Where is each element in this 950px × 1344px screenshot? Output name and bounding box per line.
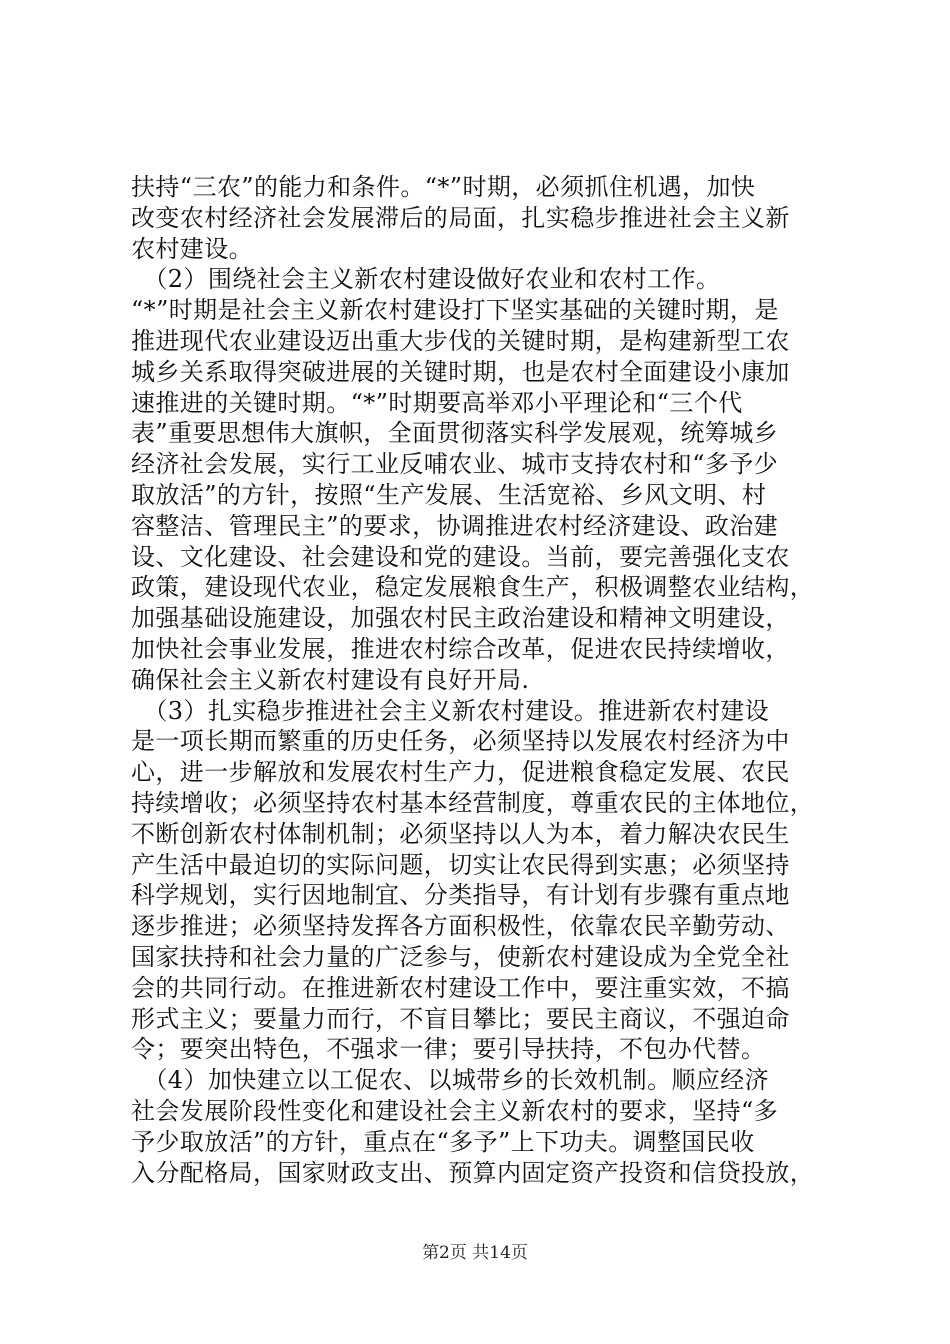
text-line: （3）扎实稳步推进社会主义新农村建设。推进新农村建设 <box>131 696 770 725</box>
text-line: 经济社会发展，实行工业反哺农业、城市支持农村和“多予少 <box>131 450 779 479</box>
text-line: 予少取放活”的方针，重点在“多予”上下功夫。调整国民收 <box>131 1127 755 1156</box>
text-line: 设、文化建设、社会建设和党的建设。当前，要完善强化支农 <box>131 542 790 571</box>
text-line: 加强基础设施建设，加强农村民主政治建设和精神文明建设， <box>131 604 790 633</box>
text-line: 逐步推进；必须坚持发挥各方面积极性，依靠农民辛勤劳动、 <box>131 912 790 941</box>
text-line: 会的共同行动。在推进新农村建设工作中，要注重实效，不搞 <box>131 973 790 1002</box>
text-line: 改变农村经济社会发展滞后的局面，扎实稳步推进社会主义新 <box>131 203 790 232</box>
text-line: 社会发展阶段性变化和建设社会主义新农村的要求，坚持“多 <box>131 1096 779 1125</box>
text-line: 速推进的关键时期。“*”时期要高举邓小平理论和“三个代 <box>131 388 743 417</box>
text-line: 是一项长期而繁重的历史任务，必须坚持以发展农村经济为中 <box>131 727 790 756</box>
text-line: （2）围绕社会主义新农村建设做好农业和农村工作。 <box>131 265 721 294</box>
text-line: 不断创新农村体制机制；必须坚持以人为本，着力解决农民生 <box>131 819 790 848</box>
text-line: 确保社会主义新农村建设有良好开局. <box>131 665 530 694</box>
page-footer: 第2页 共14页 <box>422 1243 528 1263</box>
text-line: 城乡关系取得突破进展的关键时期，也是农村全面建设小康加 <box>131 357 790 386</box>
text-line: 推进现代农业建设迈出重大步伐的关键时期，是构建新型工农 <box>131 326 790 355</box>
text-line: 取放活”的方针，按照“生产发展、生活宽裕、乡风文明、村 <box>131 480 767 509</box>
text-line: 产生活中最迫切的实际问题，切实让农民得到实惠；必须坚持 <box>131 850 790 879</box>
text-line: 农村建设。 <box>131 234 253 263</box>
body-text <box>131 172 831 1188</box>
text-line: 令；要突出特色，不强求一律；要引导扶持，不包办代替。 <box>131 1035 766 1064</box>
text-line: 政策，建设现代农业，稳定发展粮食生产，积极调整农业结构， <box>131 573 815 602</box>
text-line: 科学规划，实行因地制宜、分类指导，有计划有步骤有重点地 <box>131 881 790 910</box>
text-line: “*”时期是社会主义新农村建设打下坚实基础的关键时期，是 <box>131 296 779 325</box>
text-line: 持续增收；必须坚持农村基本经营制度，尊重农民的主体地位， <box>131 788 815 817</box>
text-line: 形式主义；要量力而行，不盲目攀比；要民主商议，不强迫命 <box>131 1004 790 1033</box>
text-line: 入分配格局，国家财政支出、预算内固定资产投资和信贷投放， <box>131 1158 815 1187</box>
text-line: 表”重要思想伟大旗帜，全面贯彻落实科学发展观，统筹城乡 <box>131 419 779 448</box>
text-line: 容整洁、管理民主”的要求，协调推进农村经济建设、政治建 <box>131 511 779 540</box>
text-line: 扶持“三农”的能力和条件。“*”时期，必须抓住机遇，加快 <box>131 173 756 201</box>
text-line: 国家扶持和社会力量的广泛参与，使新农村建设成为全党全社 <box>131 942 790 971</box>
text-line: 加快社会事业发展，推进农村综合改革，促进农民持续增收， <box>131 634 790 663</box>
text-line: 心，进一步解放和发展农村生产力，促进粮食稳定发展、农民 <box>131 758 790 787</box>
text-line: （4）加快建立以工促农、以城带乡的长效机制。顺应经济 <box>131 1066 770 1095</box>
